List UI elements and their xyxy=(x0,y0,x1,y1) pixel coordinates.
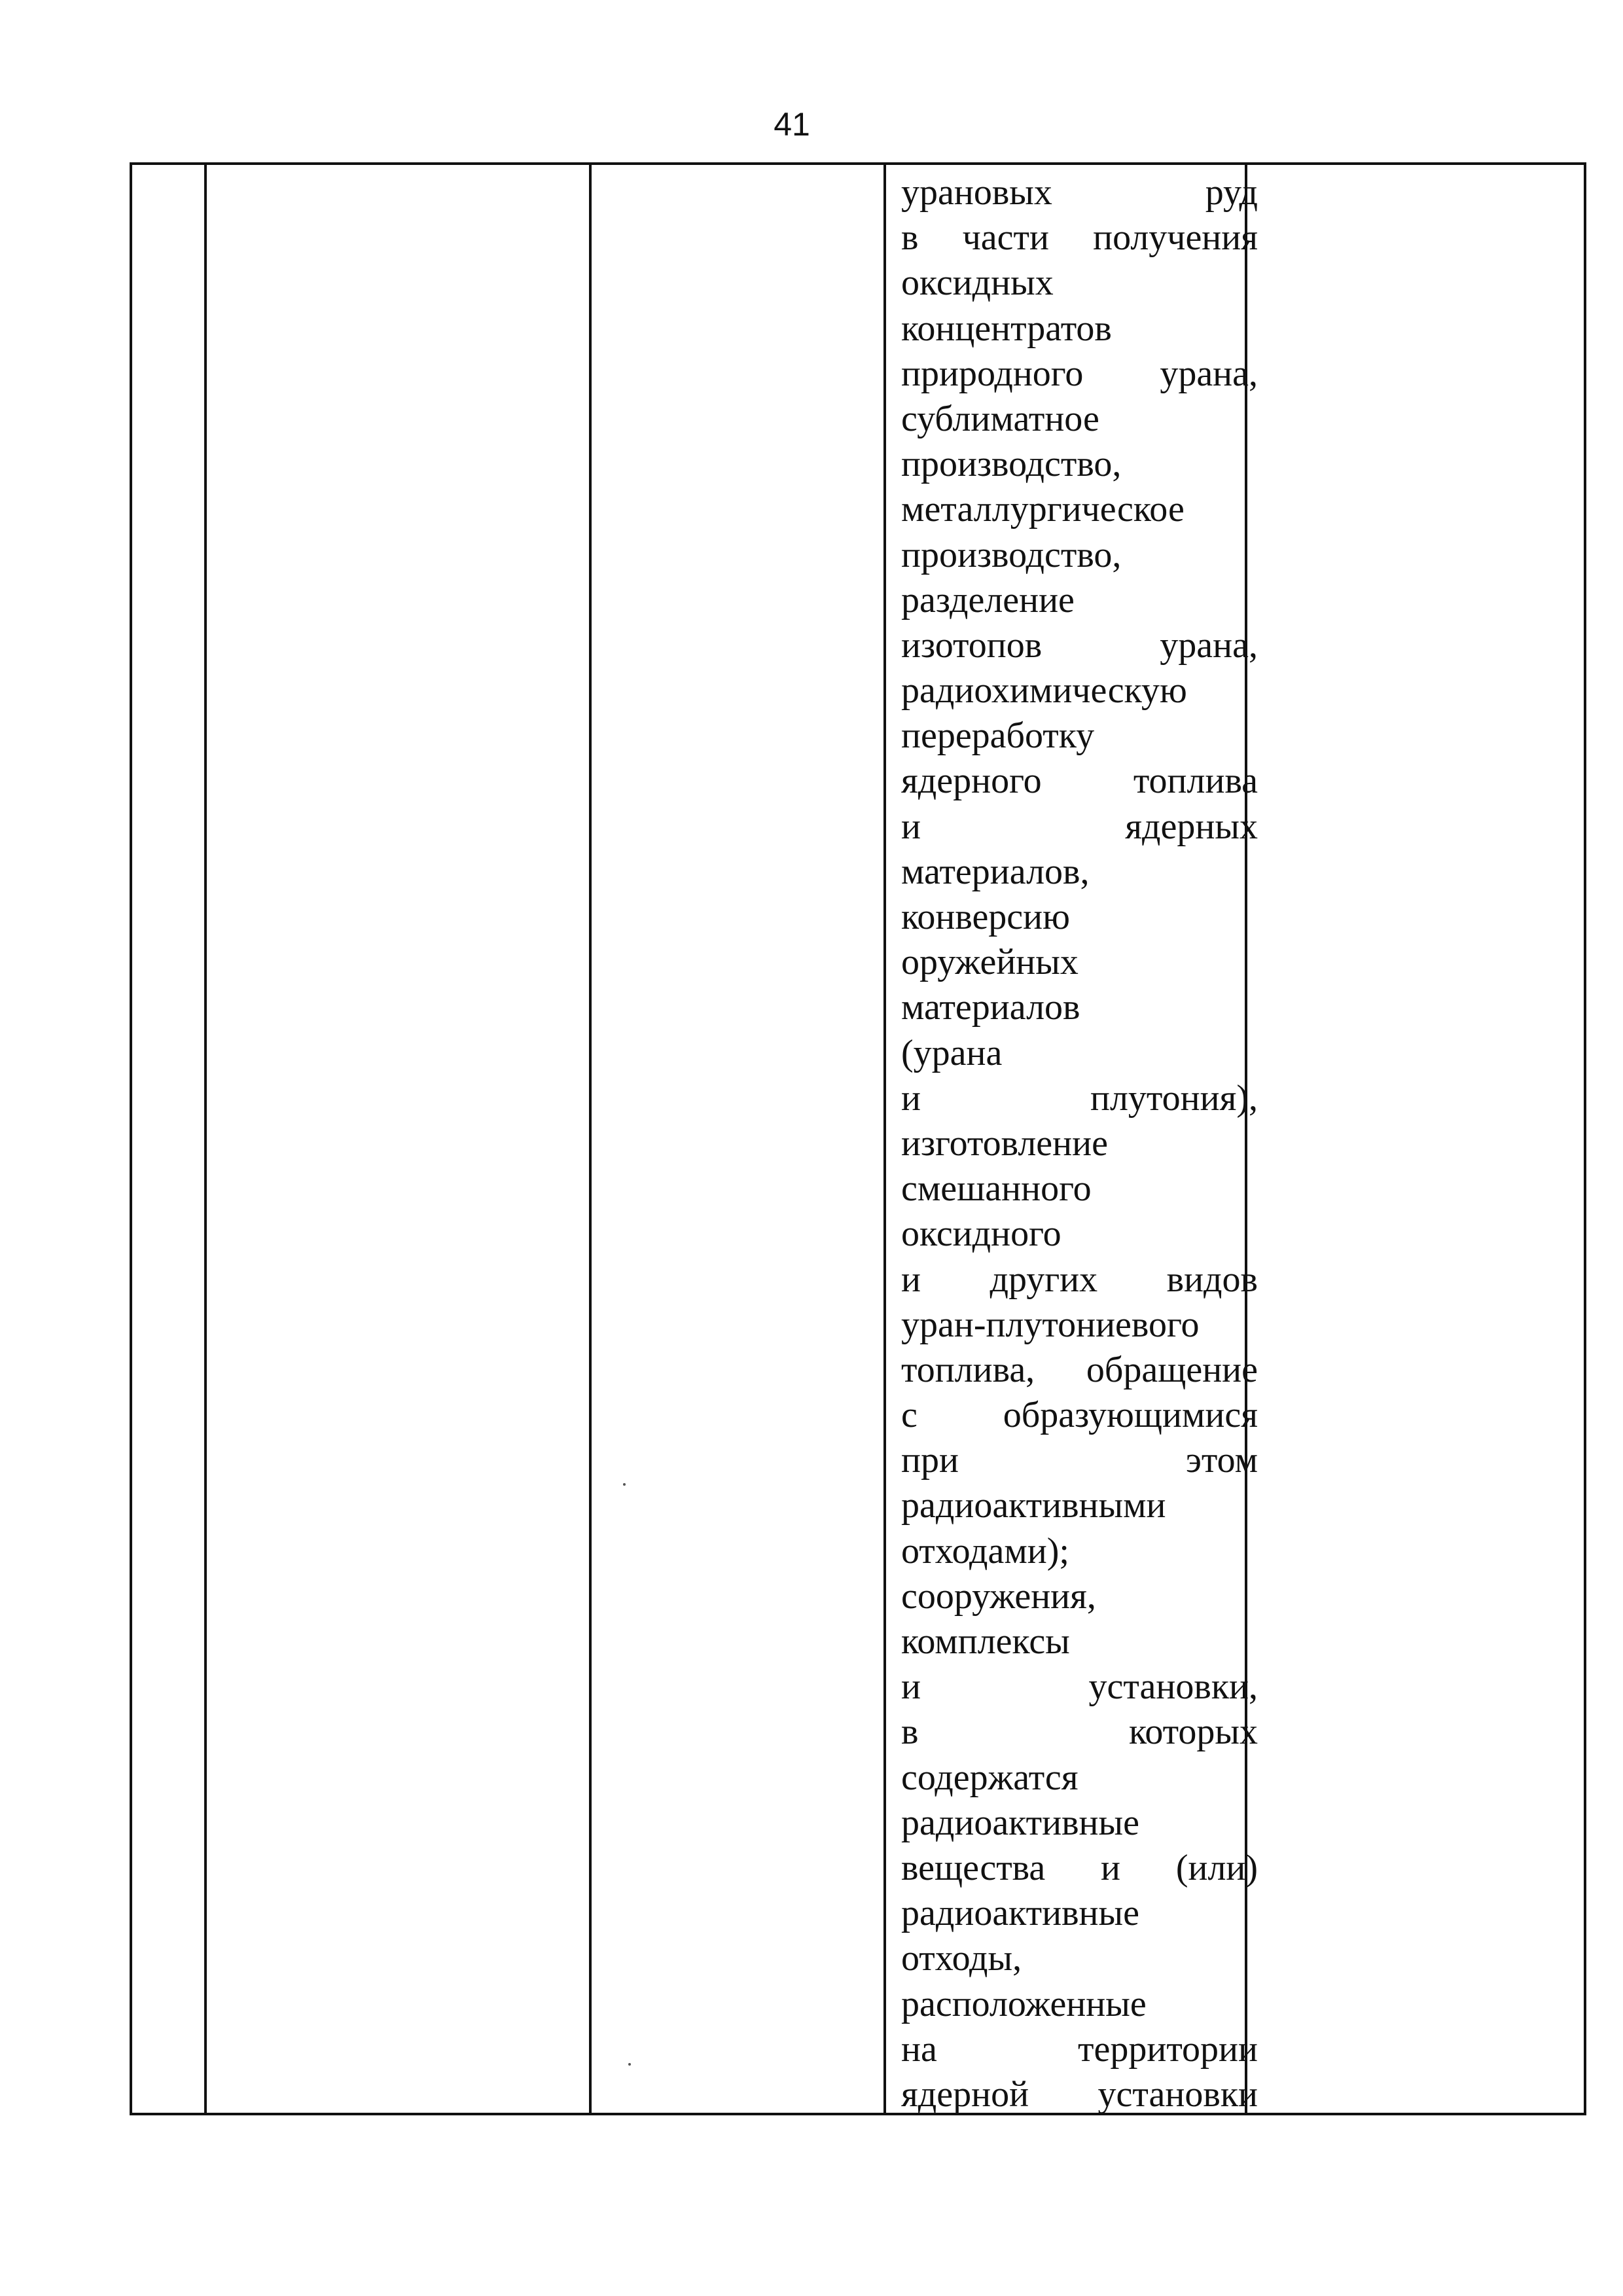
cell-text-line: материалов, xyxy=(901,851,1090,892)
cell-text-line: и плутония), xyxy=(901,1077,1258,1119)
cell-text-line: (урана xyxy=(901,1032,1003,1073)
cell-text-line: оксидных xyxy=(901,262,1054,304)
column-divider-2 xyxy=(589,165,592,2113)
cell-text-line: ядерного топлива xyxy=(901,761,1258,802)
cell-text-line: с образующимися xyxy=(901,1395,1258,1436)
cell-text-line: производство, xyxy=(901,534,1122,575)
cell-text-line: конверсию xyxy=(901,897,1070,937)
cell-text-line: радиохимическую xyxy=(901,670,1187,711)
cell-text-line: переработку xyxy=(901,715,1095,757)
cell-text-line: материалов xyxy=(901,987,1080,1028)
cell-text-line: сублиматное xyxy=(901,398,1099,439)
cell-text-line: сооружения, xyxy=(901,1575,1096,1617)
cell-text-line: и установки, xyxy=(901,1666,1258,1708)
cell-text-line: отходами); xyxy=(901,1530,1069,1571)
cell-text-line: концентратов xyxy=(901,308,1112,349)
page-number: 41 xyxy=(774,106,810,143)
cell-text-line: расположенные xyxy=(901,1983,1147,2024)
scan-speck xyxy=(628,2063,631,2066)
cell-text-line: комплексы xyxy=(901,1621,1070,1662)
cell-text-line: разделение xyxy=(901,579,1075,620)
column-divider-1 xyxy=(204,165,207,2113)
cell-text-line: оксидного xyxy=(901,1213,1061,1255)
table-cell-column-4 xyxy=(901,170,1258,2117)
cell-text-line: на территории xyxy=(901,2028,1258,2070)
cell-text-line: природного урана, xyxy=(901,353,1258,394)
cell-text-line: содержатся xyxy=(901,1757,1079,1798)
cell-text-line: в которых xyxy=(901,1712,1258,1753)
cell-text-line: вещества и (или) xyxy=(901,1847,1258,1888)
cell-text-line: ядерной установки xyxy=(901,2073,1258,2115)
cell-text-line: металлургическое xyxy=(901,489,1185,530)
cell-text-line: при этом xyxy=(901,1440,1258,1481)
cell-text-line: радиоактивные xyxy=(901,1802,1139,1843)
cell-text-line: радиоактивными xyxy=(901,1485,1166,1526)
cell-text-line: оружейных xyxy=(901,942,1079,983)
cell-text-line: и других видов xyxy=(901,1259,1258,1300)
cell-text-line: изотопов урана, xyxy=(901,624,1258,666)
cell-text-line: смешанного xyxy=(901,1168,1092,1210)
cell-text-line: производство, xyxy=(901,444,1122,485)
cell-text-line: изготовление xyxy=(901,1122,1108,1164)
cell-text-line: урановых руд xyxy=(901,172,1258,213)
cell-text-line: в части получения xyxy=(901,217,1258,259)
cell-text-line: и ядерных xyxy=(901,806,1258,847)
cell-text-line: уран-плутониевого xyxy=(901,1304,1200,1345)
column-divider-3 xyxy=(883,165,886,2113)
cell-text-line: радиоактивные xyxy=(901,1893,1139,1934)
scan-speck xyxy=(623,1483,626,1486)
document-table xyxy=(130,162,1586,2115)
cell-text-line: топлива, обращение xyxy=(901,1349,1258,1390)
cell-text-line: отходы, xyxy=(901,1938,1022,1979)
